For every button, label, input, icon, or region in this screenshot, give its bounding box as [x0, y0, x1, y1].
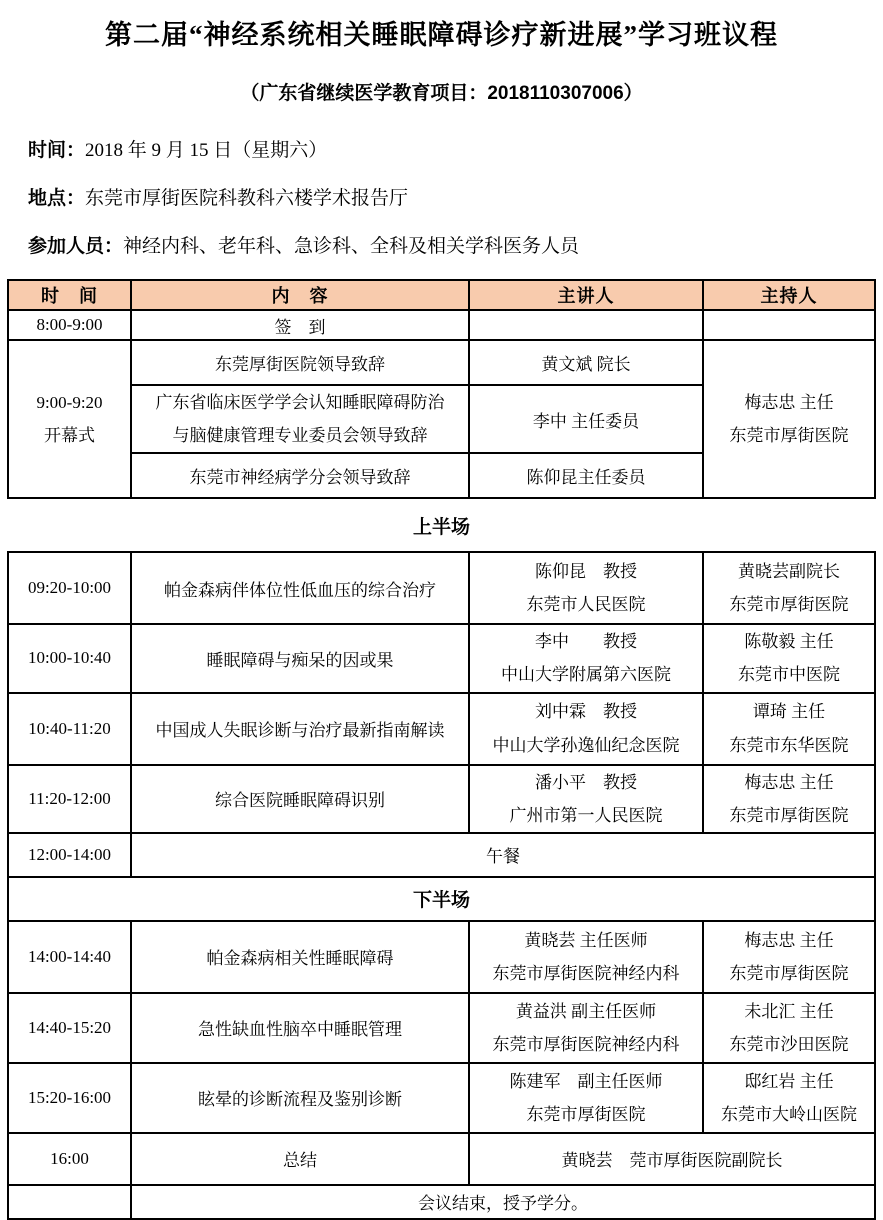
speaker-name: 陈仰昆 教授	[535, 562, 637, 582]
content-cell: 东莞市神经病学分会领导致辞	[131, 453, 469, 498]
signin-row	[8, 310, 875, 340]
content-cell: 综合医院睡眠障碍识别	[131, 765, 469, 833]
speaker-cell: 李中 主任委员	[469, 385, 703, 453]
host-cell	[703, 765, 875, 833]
speaker-name: 黄益洪 副主任医师	[515, 1001, 657, 1021]
time-cell: 14:00-14:40	[8, 921, 131, 993]
host-cell	[703, 624, 875, 692]
info-time-value: 2018 年 9 月 15 日（星期六）	[85, 140, 328, 161]
speaker-org: 东莞市厚街医院神经内科	[492, 1034, 680, 1054]
speaker-org: 中山大学附属第六医院	[501, 665, 671, 685]
host-name: 陈敬毅 主任	[744, 632, 834, 652]
info-block	[28, 135, 883, 258]
speaker-cell: 陈仰昆主任委员	[469, 453, 703, 498]
speaker-org: 中山大学孙逸仙纪念医院	[492, 735, 680, 755]
closing-row	[8, 1185, 875, 1219]
time-cell-empty	[8, 1185, 131, 1219]
session2-row-1	[8, 921, 875, 993]
info-place	[28, 183, 883, 210]
time-cell: 8:00-9:00	[8, 310, 131, 340]
ceremony-label: 开幕式	[44, 426, 95, 446]
content-cell: 中国成人失眠诊断与治疗最新指南解读	[131, 693, 469, 765]
session2-heading-row	[8, 877, 875, 921]
host-name: 谭琦 主任	[752, 702, 826, 722]
time-cell: 11:20-12:00	[8, 765, 131, 833]
content-cell: 东莞厚街医院领导致辞	[131, 340, 469, 385]
speaker-cell	[469, 624, 703, 692]
session1-row-4	[8, 765, 875, 833]
speaker-name: 李中 教授	[535, 632, 637, 652]
host-cell-ceremony	[703, 340, 875, 498]
host-org: 东莞市厚街医院	[729, 963, 849, 983]
content-cell: 急性缺血性脑卒中睡眠管理	[131, 993, 469, 1063]
session1-row-2	[8, 624, 875, 692]
content-cell: 眩晕的诊断流程及鉴别诊断	[131, 1063, 469, 1133]
speaker-org: 广州市第一人民医院	[509, 805, 663, 825]
host-org: 东莞市大岭山医院	[721, 1104, 857, 1124]
host-org: 东莞市沙田医院	[729, 1034, 849, 1054]
time-cell: 09:20-10:00	[8, 552, 131, 624]
host-cell	[703, 693, 875, 765]
speaker-cell	[469, 921, 703, 993]
time-cell: 15:20-16:00	[8, 1063, 131, 1133]
info-place-label: 地点：	[28, 188, 86, 209]
host-cell-empty	[703, 310, 875, 340]
table-header-row	[8, 280, 875, 310]
time-cell: 14:40-15:20	[8, 993, 131, 1063]
closing-cell: 会议结束，授予学分。	[131, 1185, 875, 1219]
host-cell	[703, 1063, 875, 1133]
speaker-name: 黄晓芸 主任医师	[524, 930, 648, 950]
host-name: 梅志忠 主任	[744, 393, 834, 412]
content-cell: 签 到	[131, 310, 469, 340]
host-cell	[703, 921, 875, 993]
column-header-time: 时 间	[8, 280, 131, 310]
page-title: 第二届“神经系统相关睡眠障碍诊疗新进展”学习班议程	[105, 20, 778, 50]
speaker-org: 东莞市厚街医院神经内科	[492, 963, 680, 983]
time-cell: 12:00-14:00	[8, 833, 131, 877]
host-name: 梅志忠 主任	[744, 930, 834, 950]
time-cell: 10:00-10:40	[8, 624, 131, 692]
session1-row-3	[8, 693, 875, 765]
host-cell	[703, 552, 875, 624]
content-cell: 睡眠障碍与痴呆的因或果	[131, 624, 469, 692]
page-subtitle: （广东省继续医学教育项目：2018110307006）	[240, 83, 643, 104]
speaker-name: 潘小平 教授	[535, 772, 637, 792]
time-cell-ceremony	[8, 340, 131, 498]
content-line-1: 广东省临床医学学会认知睡眠障碍防治	[155, 393, 445, 412]
session1-heading: 上半场	[412, 517, 470, 539]
column-header-content: 内 容	[131, 280, 469, 310]
host-org: 东莞市东华医院	[729, 735, 849, 755]
speaker-cell: 黄文斌 院长	[469, 340, 703, 385]
lunch-cell: 午餐	[131, 833, 875, 877]
info-attendees	[28, 231, 883, 258]
content-cell: 帕金森病相关性睡眠障碍	[131, 921, 469, 993]
content-cell: 总结	[131, 1133, 469, 1185]
time-cell: 16:00	[8, 1133, 131, 1185]
speaker-cell-empty	[469, 310, 703, 340]
speaker-cell	[469, 765, 703, 833]
host-org: 东莞市厚街医院	[729, 595, 849, 615]
info-time-label: 时间：	[28, 140, 86, 161]
speaker-cell	[469, 1063, 703, 1133]
session1-row-1	[8, 552, 875, 624]
speaker-cell	[469, 993, 703, 1063]
speaker-name: 陈建军 副主任医师	[509, 1071, 663, 1091]
agenda-table-sessions	[7, 551, 876, 1220]
ceremony-row-1	[8, 340, 875, 385]
host-cell	[703, 993, 875, 1063]
lunch-row	[8, 833, 875, 877]
speaker-cell	[469, 552, 703, 624]
host-name: 邸红岩 主任	[744, 1071, 834, 1091]
host-org: 东莞市厚街医院	[729, 805, 849, 825]
speaker-cell	[469, 693, 703, 765]
speaker-org: 东莞市厚街医院	[526, 1104, 646, 1124]
content-cell: 帕金森病伴体位性低血压的综合治疗	[131, 552, 469, 624]
session2-heading: 下半场	[8, 877, 875, 921]
summary-speaker-cell: 黄晓芸 莞市厚街医院副院长	[469, 1133, 875, 1185]
info-time	[28, 135, 883, 162]
host-name: 黄晓芸副院长	[738, 562, 840, 582]
info-attendees-value: 神经内科、老年科、急诊科、全科及相关学科医务人员	[123, 236, 580, 257]
host-org: 东莞市中医院	[738, 665, 840, 685]
host-org: 东莞市厚街医院	[729, 426, 849, 446]
summary-row	[8, 1133, 875, 1185]
info-place-value: 东莞市厚街医院科教科六楼学术报告厅	[85, 188, 409, 209]
speaker-org: 东莞市人民医院	[526, 595, 646, 615]
ceremony-time: 9:00-9:20	[36, 393, 103, 412]
time-cell: 10:40-11:20	[8, 693, 131, 765]
session2-row-2	[8, 993, 875, 1063]
content-cell	[131, 385, 469, 453]
agenda-table-opening	[7, 279, 876, 499]
column-header-speaker: 主讲人	[469, 280, 703, 310]
column-header-host: 主持人	[703, 280, 875, 310]
info-attendees-label: 参加人员：	[28, 236, 124, 257]
speaker-name: 刘中霖 教授	[535, 702, 637, 722]
host-name: 未北汇 主任	[744, 1001, 834, 1021]
content-line-2: 与脑健康管理专业委员会领导致辞	[172, 426, 428, 446]
session2-row-3	[8, 1063, 875, 1133]
host-name: 梅志忠 主任	[744, 772, 834, 792]
